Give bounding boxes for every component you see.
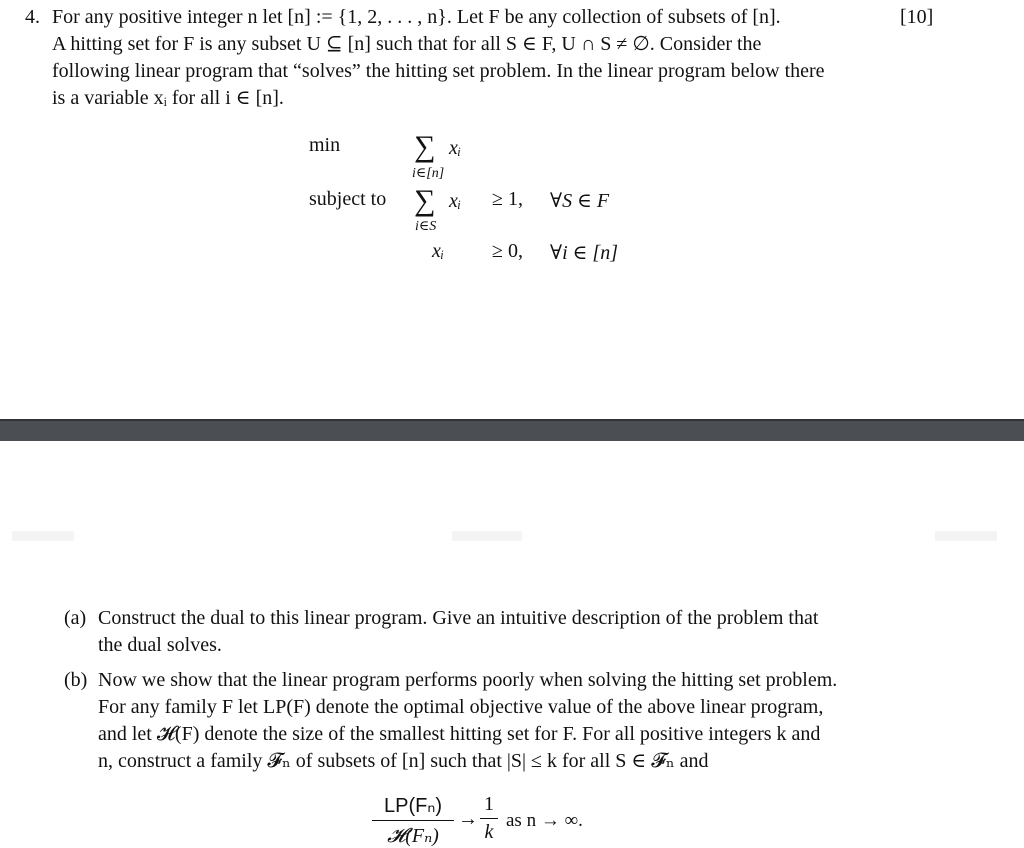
- formula-limit-value: [480, 793, 498, 844]
- problem-points: [10]: [900, 6, 934, 28]
- formula-denominator: 𝓗(Fₙ): [387, 825, 439, 847]
- lp-objective-var: xᵢ: [449, 137, 462, 159]
- lp-constraint-forall: ∀S ∈ F: [550, 190, 610, 212]
- problem-line-4: is a variable xᵢ for all i ∈ [n].: [52, 87, 284, 109]
- part-b-label: (b): [64, 669, 88, 691]
- problem-number: 4.: [25, 6, 40, 28]
- formula-rhs-bar: [480, 818, 498, 819]
- part-b-line-4: n, construct a family 𝓕ₙ of subsets of [n] such that |S| ≤ k for all S ∈ 𝓕ₙ and: [98, 750, 709, 772]
- part-b-line-1: Now we show that the linear program performs poorly when solving the hitting set problem.: [98, 669, 838, 691]
- formula-tail: as n → ∞.: [506, 810, 583, 831]
- lp-objective-index: i∈[n]: [412, 166, 445, 181]
- faded-mark-center: [452, 531, 522, 541]
- formula-rhs-denominator: k: [484, 821, 494, 843]
- problem-line-2: A hitting set for F is any subset U ⊆ [n] such that for all S ∈ F, U ∩ S ≠ ∅. Consider the: [52, 33, 762, 55]
- page-divider: [0, 419, 1024, 441]
- problem-line-1: For any positive integer n let [n] := {1, 2, . . . , n}. Let F be any collection of subsets of [n].: [52, 6, 781, 28]
- lp-constraint-sum: ∑: [414, 184, 436, 217]
- part-a-label: (a): [64, 607, 87, 629]
- formula-ratio: [372, 793, 454, 848]
- lp-constraint-index: i∈S: [415, 219, 437, 234]
- problem-line-3: following linear program that “solves” the hitting set problem. In the linear program below there: [52, 60, 825, 82]
- lp-nonneg-forall: ∀i ∈ [n]: [550, 242, 618, 264]
- lp-nonneg-var: xᵢ: [432, 240, 445, 262]
- part-a-line-1: Construct the dual to this linear program. Give an intuitive description of the problem that: [98, 607, 819, 629]
- part-b-line-3: and let 𝓗(F) denote the size of the smallest hitting set for F. For all positive integers k and: [98, 723, 821, 745]
- lp-subject-label: subject to: [309, 188, 387, 210]
- formula-rhs-numerator: 1: [484, 793, 494, 815]
- lp-min-label: min: [309, 134, 341, 156]
- lp-constraint-var: xᵢ: [449, 190, 462, 212]
- lp-nonneg-rhs: ≥ 0,: [492, 240, 523, 262]
- formula-arrow: →: [458, 808, 478, 830]
- formula-numerator: LP(Fₙ): [384, 795, 442, 817]
- faded-mark-left: [12, 531, 74, 541]
- part-a-line-2: the dual solves.: [98, 634, 222, 656]
- formula-fraction-bar: [372, 820, 454, 821]
- part-b-line-2: For any family F let LP(F) denote the optimal objective value of the above linear program,: [98, 696, 824, 718]
- lp-objective-sum: ∑: [414, 130, 436, 163]
- faded-mark-right: [935, 531, 997, 541]
- lp-constraint-rhs: ≥ 1,: [492, 188, 523, 210]
